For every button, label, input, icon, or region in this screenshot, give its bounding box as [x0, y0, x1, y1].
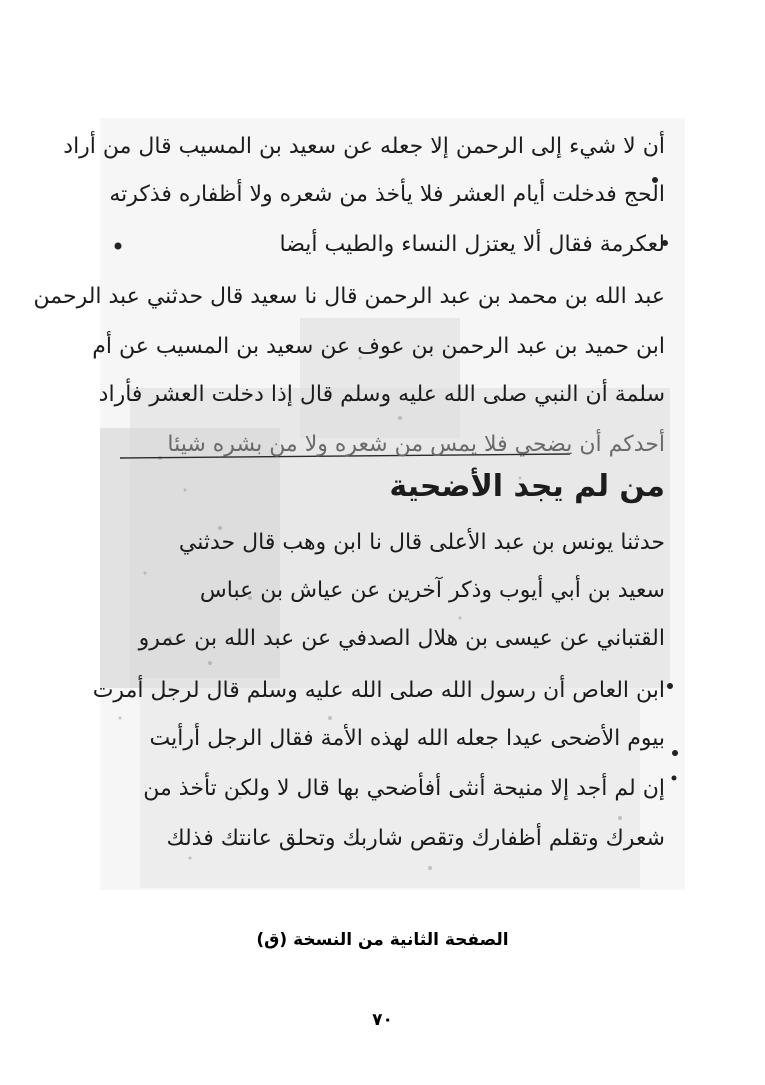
manuscript-line: ابن حميد بن عبد الرحمن بن عوف عن سعيد بن المسيب عن أم: [92, 334, 665, 359]
manuscript-line: أن لا شيء إلى الرحمن إلا جعله عن سعيد بن المسيب قال من أراد: [63, 134, 665, 159]
manuscript-chapter-heading: من لم يجد الأضحية: [389, 469, 665, 504]
manuscript-line: ابن العاص أن رسول الله صلى الله عليه وسلم قال لرجل أمرت: [92, 678, 665, 703]
manuscript-line: عبد الله بن محمد بن عبد الرحمن قال نا سعيد قال حدثني عبد الرحمن: [33, 284, 665, 309]
figure-caption: الصفحة الثانية من النسخة (ق): [256, 930, 509, 950]
manuscript-scan: [33, 118, 685, 890]
manuscript-line: بيوم الأضحى عيدا جعله الله لهذه الأمة فقال الرجل أرأيت: [149, 726, 665, 751]
manuscript-line: سعيد بن أبي أيوب وذكر آخرين عن عياش بن عباس: [199, 578, 665, 603]
manuscript-line: إن لم أجد إلا منيحة أنثى أفأضحي بها قال لا ولكن تأخذ من: [143, 776, 665, 801]
manuscript-line: سلمة أن النبي صلى الله عليه وسلم قال إذا دخلت العشر فأراد: [98, 382, 665, 407]
manuscript-line: الحج فدخلت أيام العشر فلا يأخذ من شعره ولا أظفاره فذكرته: [109, 182, 665, 207]
manuscript-line: لعكرمة فقال ألا يعتزل النساء والطيب أيضا: [279, 232, 665, 257]
page-number: ٧٠: [372, 1010, 393, 1030]
manuscript-line: شعرك وتقلم أظفارك وتقص شاربك وتحلق عانتك فذلك: [166, 826, 665, 851]
manuscript-line: حدثنا يونس بن عبد الأعلى قال نا ابن وهب قال حدثني: [178, 530, 665, 555]
manuscript-line: القتباني عن عيسى بن هلال الصدفي عن عبد الله بن عمرو: [138, 626, 665, 651]
manuscript-line: أحدكم أن يضحي فلا يمس من شعره ولا من بشره شيئا: [167, 432, 665, 457]
